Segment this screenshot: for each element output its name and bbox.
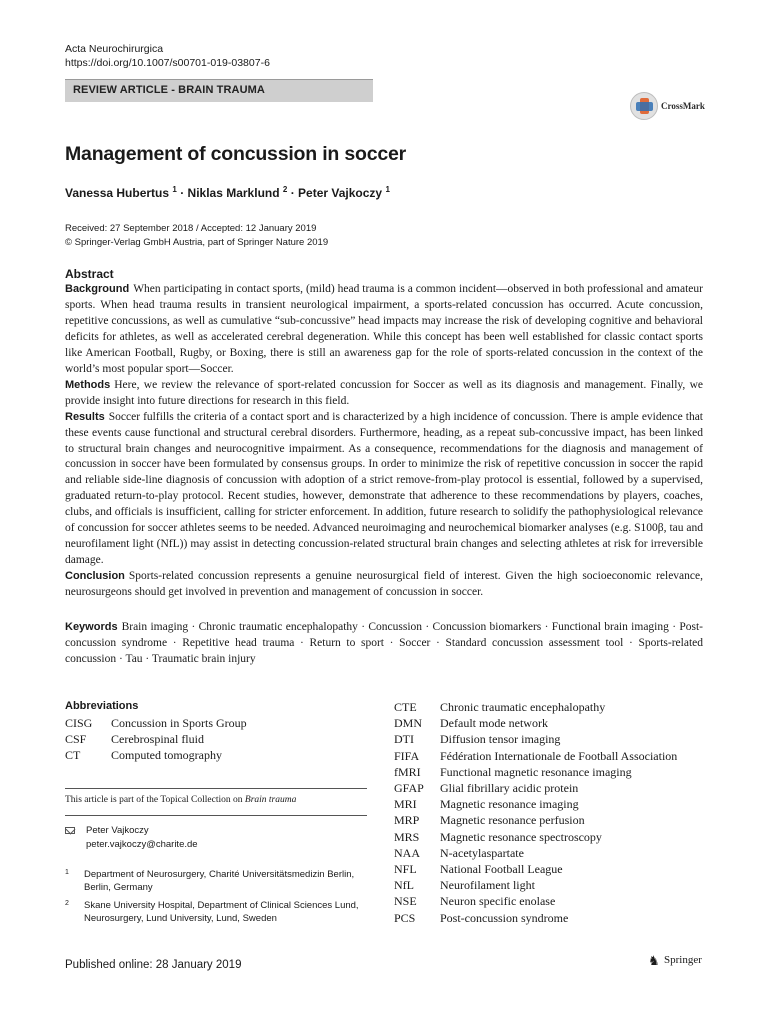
affiliation-2 [65,899,375,927]
author-name[interactable]: Peter Vajkoczy [298,186,383,200]
author-affiliation-ref: 1 [385,185,390,194]
abstract-section-results [65,410,703,570]
abstract-section-conclusion [65,569,703,601]
abbreviation-row [394,877,724,893]
topical-collection-prefix: This article is part of the Topical Collection on [65,795,245,805]
keywords [65,619,703,667]
abbreviation-row [65,715,365,731]
abbreviation-row [394,796,724,812]
topical-collection-name[interactable]: Brain trauma [244,795,297,805]
abbreviation-row [394,861,724,877]
abbreviation-row [65,747,365,763]
published-online-date: Published online: 28 January 2019 [65,959,242,971]
abbreviations-list-right [394,699,724,926]
abbreviation-definition: National Football League [440,862,563,877]
abbreviation-row [394,764,724,780]
abbreviation-definition: Concussion in Sports Group [111,716,247,730]
keywords-text: Brain imaging · Chronic traumatic encephalopathy · Concussion · Concussion biomarkers · Functional brain imaging · Post-concussion syndrome · Repetitive head trauma · Return to sport · Soccer · Standard concussion assessment tool · Sports-related concussion · Tau · Traumatic brain injury [65,621,703,665]
corresponding-author-name: Peter Vajkoczy [86,825,149,836]
abbreviation-term: CTE [394,700,417,714]
abbreviation-term: NSE [394,894,417,909]
springer-logo [648,952,708,968]
author-name[interactable]: Niklas Marklund [187,186,280,200]
affiliation-text: Department of Neurosurgery, Charité Universitätsmedizin Berlin, Berlin, Germany [84,869,355,893]
abbreviation-row [394,845,724,861]
crossmark-icon [630,92,658,120]
abbreviation-row [394,910,724,926]
author-separator: · [180,186,185,200]
abbreviation-definition: Diffusion tensor imaging [440,732,561,747]
abbreviation-row [394,893,724,909]
author-affiliation-ref: 1 [172,185,177,194]
section-banner-label: REVIEW ARTICLE - BRAIN TRAUMA [73,84,265,96]
footnote-divider [65,788,367,789]
crossmark-button[interactable] [630,92,730,122]
abbreviation-term: GFAP [394,781,424,796]
abbreviation-row [394,780,724,796]
crossmark-label: CrossMark [661,101,705,111]
abbreviations-heading: Abbreviations [65,700,139,712]
abbreviation-term: PCS [394,910,416,925]
abbreviation-term: MRP [394,813,420,828]
section-banner [65,79,373,102]
doi-link[interactable]: https://doi.org/10.1007/s00701-019-03807-6 [65,57,270,69]
affiliation-number: 1 [65,869,69,876]
abstract-section-label: Background [65,283,130,295]
abbreviation-definition: Computed tomography [111,748,222,763]
abbreviation-row [394,829,724,845]
abbreviation-row [65,731,365,747]
springer-logo-text: Springer [664,954,702,966]
abbreviation-term: CISG [65,716,93,730]
abstract-section-label: Conclusion [65,570,125,583]
abstract-section-text: Here, we review the relevance of sport-related concussion for Soccer as well as its diagnosis and management. Finally, we provide insight into future directions for research in this field. [65,378,703,407]
affiliation-1 [65,868,375,896]
abstract-heading: Abstract [65,267,114,281]
abstract-body [65,282,703,601]
abbreviation-row [394,748,724,764]
abbreviation-definition: Default mode network [440,716,548,731]
abbreviation-row [394,812,724,828]
affiliation-text: Skane University Hospital, Department of Clinical Sciences Lund, Neurosurgery, Lund University, Lund, Sweden [84,900,359,924]
abstract-section-label: Methods [65,378,111,391]
abbreviation-term: DTI [394,732,414,747]
abstract-section-text: Soccer fulfills the criteria of a contact sport and is characterized by a high incidence of concussion. There is ample evidence that these events cause functional and structural cerebral disorders. Furthermore, heading, as a repeat sub-concussive impact, has been linked to structural brain changes and neurocognitive impairment. As a consequence, recommendations for the diagnosis and management of concussion in soccer have been formulated by consensus groups. In order to minimize the risk of repetitive concussion in soccer the rapid and reliable side-line diagnosis of concussion with adoption of a strict remove-from-play protocol is essential, followed by a supervised, graduated return-to-play protocol. Recent studies, however, demonstrate that adherence to these recommendations by players, coaches, clubs, and officials is insufficient, calling for stricter enforcement. In addition, future research to solidify the pathophysiological relevance of concussion for soccer athletes seems to be needed. Advanced neuroimaging and neurochemical biomarker analyses (e.g. S100β, tau and neurofilament light (NfL)) may assist in detecting concussion-related structural brain changes and selecting athletes at risk for irreversible damage. [65,410,703,567]
abbreviation-row [394,731,724,747]
abbreviation-definition: Neurofilament light [440,878,535,893]
affiliation-number: 2 [65,900,69,907]
abbreviation-definition: Magnetic resonance perfusion [440,813,585,828]
abbreviation-term: fMRI [394,764,421,779]
envelope-icon [65,827,75,834]
abbreviation-term: NFL [394,862,417,877]
keywords-label: Keywords [65,621,118,633]
abstract-section-label: Results [65,410,105,423]
abbreviation-definition: N-acetylaspartate [440,845,524,860]
abbreviations-list-left [65,715,365,764]
abbreviation-term: CSF [65,732,87,747]
abbreviation-term: FIFA [394,748,420,763]
article-title: Management of concussion in soccer [65,143,407,165]
abbreviation-definition: Magnetic resonance spectroscopy [440,829,602,844]
abbreviation-term: MRS [394,829,420,844]
abbreviation-definition: Glial fibrillary acidic protein [440,781,579,796]
copyright-notice: © Springer-Verlag GmbH Austria, part of Springer Nature 2019 [65,237,329,248]
springer-horse-icon: ♞ [648,953,660,968]
abbreviation-definition: Cerebrospinal fluid [111,732,204,747]
abstract-section-text: When participating in contact sports, (mild) head trauma is a common incident—observed in both professional and amateur sports. When head trauma results in transient neurological impairment, a sports-related concussion has occurred. Acute concussion, repetitive concussions, as well as cumulative “sub-concussive” head impacts may increase the risk of developing cognitive and behavioral deficits for athletes, as well as accelerated cerebral degeneration. While this concept has been well established for classic contact sports like American Football, Rugby, or Boxing, there is still an awareness gap for the role of sports-related concussion in the context of the world’s most popular sport—Soccer. [65,283,703,375]
author-affiliation-ref: 2 [282,185,288,194]
topical-collection-note [65,795,296,805]
corresponding-author-email[interactable]: peter.vajkoczy@charite.de [86,839,198,850]
received-accepted-dates: Received: 27 September 2018 / Accepted: 12 January 2019 [65,223,317,234]
author-separator: · [290,186,295,200]
abbreviation-term: NfL [394,878,414,893]
abbreviation-term: NAA [394,845,420,860]
abbreviation-definition: Chronic traumatic encephalopathy [440,700,606,714]
author-list [65,185,390,200]
abbreviation-definition: Magnetic resonance imaging [440,797,579,812]
abbreviation-term: CT [65,748,81,763]
abbreviation-definition: Neuron specific enolase [440,894,556,909]
author-name[interactable]: Vanessa Hubertus [65,186,170,200]
abstract-section-text: Sports-related concussion represents a genuine neurosurgical field of interest. Given the high socioeconomic relevance, neurosurgeons should get involved in prevention and management of concussion in soccer. [65,570,703,599]
abbreviation-row [394,715,724,731]
journal-name: Acta Neurochirurgica [65,43,164,55]
abbreviation-term: MRI [394,797,417,812]
abbreviation-definition: Functional magnetic resonance imaging [440,764,632,779]
abbreviation-definition: Post-concussion syndrome [440,910,569,925]
abbreviation-term: DMN [394,716,423,731]
abbreviation-definition: Fédération Internationale de Football Association [440,748,678,763]
footnote-divider [65,815,367,816]
abstract-section-background [65,282,703,378]
abbreviation-row [394,699,724,715]
abstract-section-methods [65,378,703,410]
